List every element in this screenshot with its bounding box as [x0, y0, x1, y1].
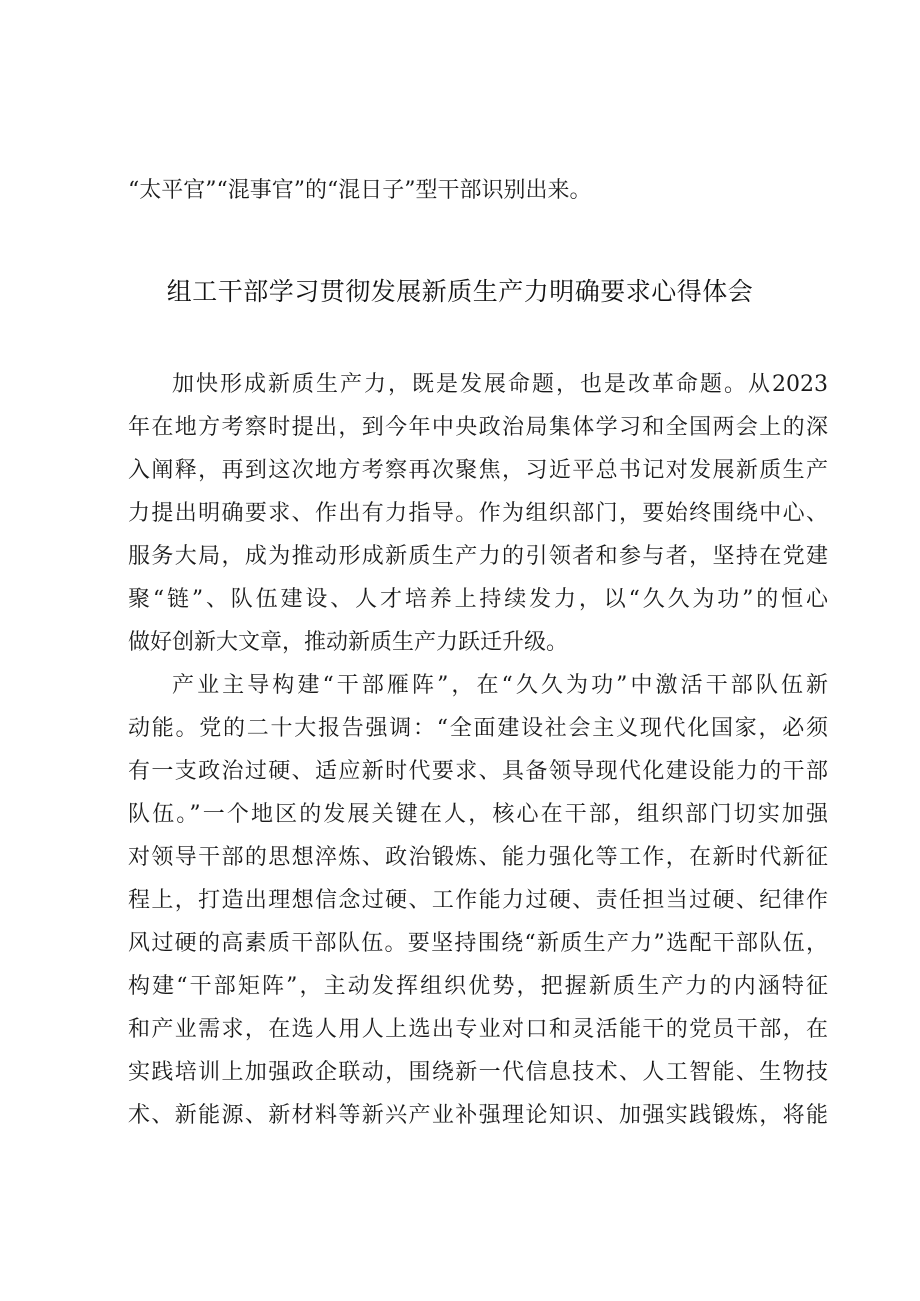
paragraph-line: 聚“链”、队伍建设、人才培养上持续发力，以“久久为功”的恒心 — [128, 587, 828, 612]
paragraph-line: 术、新能源、新材料等新兴产业补强理论知识、加强实践锻炼，将能 — [128, 1103, 828, 1128]
paragraph-line: 有一支政治过硬、适应新时代要求、具备领导现代化建设能力的干部 — [128, 759, 828, 784]
document-title: 组工干部学习贯彻发展新质生产力明确要求心得体会 — [166, 277, 754, 306]
paragraph-line: 和产业需求，在选人用人上选出专业对口和灵活能干的党员干部，在 — [128, 1017, 828, 1042]
paragraph-line: 队伍。”一个地区的发展关键在人，核心在干部，组织部门切实加强 — [128, 802, 828, 827]
paragraph-line: 构建“干部矩阵”，主动发挥组织优势，把握新质生产力的内涵特征 — [128, 974, 828, 999]
paragraph-line: 实践培训上加强政企联动，围绕新一代信息技术、人工智能、生物技 — [128, 1060, 828, 1085]
paragraph-line: 力提出明确要求、作出有力指导。作为组织部门，要始终围绕中心、 — [128, 501, 828, 526]
paragraph-line: 产业主导构建“干部雁阵”，在“久久为功”中激活干部队伍新 — [172, 673, 828, 698]
paragraph-line: 加快形成新质生产力，既是发展命题，也是改革命题。从2023 — [172, 372, 828, 397]
paragraph-line: 程上，打造出理想信念过硬、工作能力过硬、责任担当过硬、纪律作 — [128, 888, 828, 913]
paragraph-line: 做好创新大文章，推动新质生产力跃迁升级。 — [128, 630, 569, 655]
paragraph-line: 年在地方考察时提出，到今年中央政治局集体学习和全国两会上的深 — [128, 415, 828, 440]
paragraph-line: 入阐释，再到这次地方考察再次聚焦，习近平总书记对发展新质生产 — [128, 458, 828, 483]
paragraph-line: 动能。党的二十大报告强调：“全面建设社会主义现代化国家，必须 — [128, 716, 828, 741]
paragraph-line: 对领导干部的思想淬炼、政治锻炼、能力强化等工作，在新时代新征 — [128, 845, 828, 870]
paragraph-line: 服务大局，成为推动形成新质生产力的引领者和参与者，坚持在党建 — [128, 544, 828, 569]
carryover-line: “太平官”“混事官”的“混日子”型干部识别出来。 — [128, 178, 592, 203]
paragraph-line: 风过硬的高素质干部队伍。要坚持围绕“新质生产力”选配干部队伍， — [128, 931, 828, 956]
